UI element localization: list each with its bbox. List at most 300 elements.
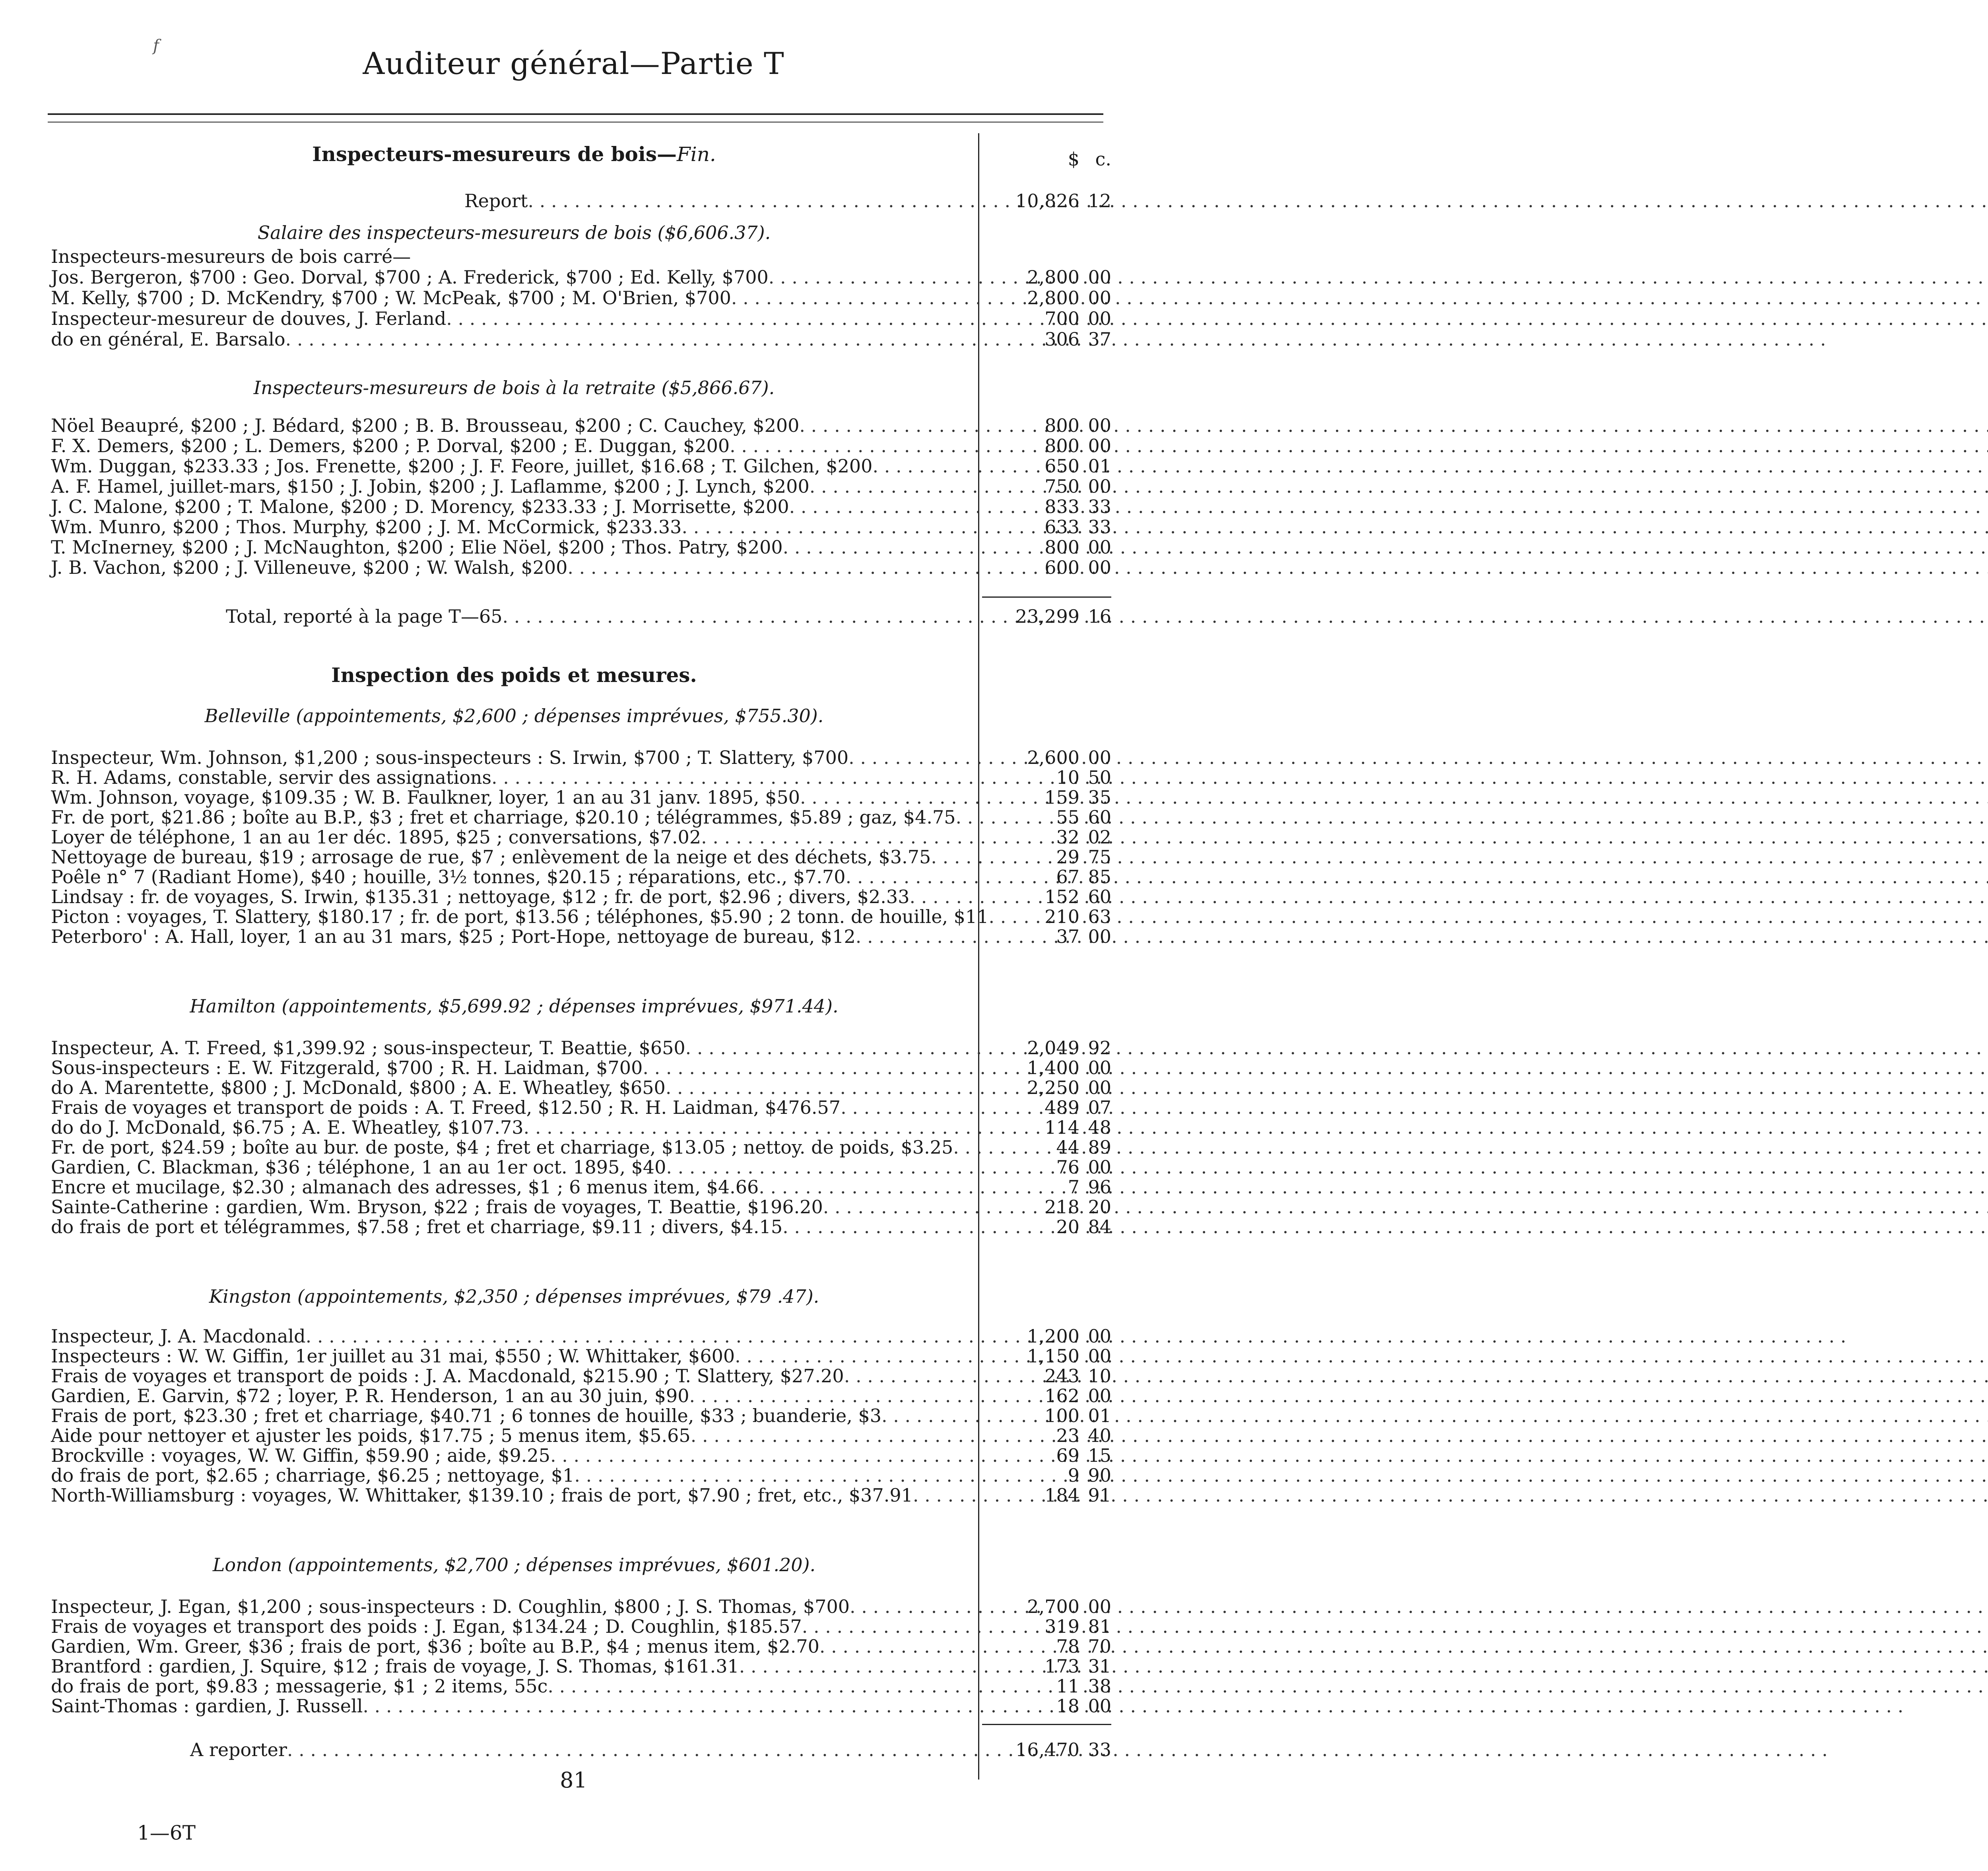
amount-cents: 35 bbox=[1088, 787, 1111, 808]
amount-cents: 00 bbox=[1088, 1156, 1111, 1178]
row-text: R. H. Adams, constable, servir des assignations bbox=[51, 767, 492, 788]
row-text: Picton : voyages, T. Slattery, $180.17 ; fr. de port, $13.56 ; téléphones, $5.90 ; 2 tonn. de houille, $11 bbox=[51, 906, 989, 927]
row-text: Frais de port, $23.30 ; fret et charriage, $40.71 ; 6 tonnes de houille, $33 ; buanderie, $3 bbox=[51, 1405, 881, 1426]
ledger-row bbox=[51, 1616, 977, 1636]
section-title-suffix: Fin. bbox=[677, 143, 716, 166]
amount-cents: 38 bbox=[1088, 1675, 1111, 1697]
row-text: Wm. Duggan, $233.33 ; Jos. Frenette, $200 ; J. F. Feore, juillet, $16.68 ; T. Gilchen, $200 bbox=[51, 455, 873, 477]
amount-cents: 60 bbox=[1088, 806, 1111, 828]
amount-cents: 90 bbox=[1088, 1465, 1111, 1486]
amount-cents: 00 bbox=[1088, 1695, 1111, 1717]
ledger-row bbox=[51, 1078, 977, 1098]
dot-leader bbox=[789, 497, 1988, 517]
ledger-row bbox=[51, 1346, 977, 1366]
row-text: Saint-Thomas : gardien, J. Russell bbox=[51, 1695, 363, 1717]
ledger-row bbox=[51, 537, 977, 557]
report-row-label: Report bbox=[464, 190, 528, 212]
ledger-row bbox=[51, 927, 977, 946]
ledger-row bbox=[51, 1217, 977, 1237]
total-rule bbox=[982, 596, 1111, 598]
row-text: do A. Marentette, $800 ; J. McDonald, $800 ; A. E. Wheatley, $650 bbox=[51, 1077, 666, 1098]
amount-cents: 00 bbox=[1088, 536, 1111, 558]
row-text: Poêle n° 7 (Radiant Home), $40 ; houille, 3½ tonnes, $20.15 ; réparations, etc., $7.70 bbox=[51, 866, 846, 888]
amount-cell bbox=[982, 191, 1111, 211]
amount-dollars: 76 bbox=[1056, 1156, 1079, 1178]
row-text: Inspecteur-mesureur de douves, J. Ferland bbox=[51, 308, 447, 329]
dot-leader bbox=[550, 1446, 1988, 1465]
carry-forward-row bbox=[190, 1740, 977, 1760]
amount-cents: 00 bbox=[1088, 1596, 1111, 1617]
amount-cents: 75 bbox=[1088, 846, 1111, 868]
amount-cents: 89 bbox=[1088, 1137, 1111, 1158]
amount-cell bbox=[982, 1326, 1111, 1346]
ledger-row bbox=[51, 807, 977, 827]
amount-cents: 00 bbox=[1088, 266, 1111, 288]
amount-cell bbox=[982, 767, 1111, 787]
amount-cents: 00 bbox=[1088, 1385, 1111, 1407]
dot-leader bbox=[685, 1038, 1988, 1058]
ledger-row bbox=[51, 906, 989, 927]
amount-dollars: 184 bbox=[1044, 1484, 1079, 1506]
amount-dollars: 23 bbox=[1056, 1425, 1079, 1446]
amount-cell bbox=[982, 1177, 1111, 1197]
row-text: Wm. Johnson, voyage, $109.35 ; W. B. Faulkner, loyer, 1 an au 31 janv. 1895, $50 bbox=[51, 787, 800, 808]
report-row bbox=[464, 191, 977, 211]
ledger-row bbox=[51, 748, 977, 767]
amount-dollars: 2,250 bbox=[1027, 1077, 1079, 1098]
ledger-row bbox=[51, 288, 977, 308]
section-heading: Inspection des poids et mesures. bbox=[331, 663, 697, 687]
row-text: Jos. Bergeron, $700 : Geo. Dorval, $700 ; A. Frederick, $700 ; Ed. Kelly, $700 bbox=[51, 266, 769, 288]
amount-cell bbox=[982, 867, 1111, 887]
amount-cents: 60 bbox=[1088, 886, 1111, 907]
amount-cell bbox=[982, 1597, 1111, 1616]
row-text: do en général, E. Barsalo bbox=[51, 328, 285, 350]
ledger-row bbox=[51, 1197, 977, 1217]
amount-dollars: 600 bbox=[1044, 557, 1079, 578]
cents-header: c. bbox=[1095, 148, 1111, 170]
ledger-row bbox=[51, 1098, 977, 1117]
amount-dollars: 11 bbox=[1056, 1675, 1079, 1697]
amount-cell bbox=[982, 267, 1111, 287]
ledger-row bbox=[51, 416, 977, 435]
amount-cents: 33 bbox=[1088, 1739, 1111, 1760]
row-text: Nettoyage de bureau, $19 ; arrosage de rue, $7 ; enlèvement de la neige et des déchets, $3.75 bbox=[51, 846, 931, 868]
amount-cents: 01 bbox=[1088, 1405, 1111, 1426]
dot-leader bbox=[988, 907, 1988, 927]
amount-cell bbox=[982, 329, 1111, 349]
ledger-row bbox=[51, 847, 977, 867]
amount-cell bbox=[982, 288, 1111, 308]
amount-cell bbox=[982, 436, 1111, 456]
amount-cents: 92 bbox=[1088, 1037, 1111, 1059]
row-text: T. McInerney, $200 ; J. McNaughton, $200 ; Elie Nöel, $200 ; Thos. Patry, $200 bbox=[51, 536, 783, 558]
amount-dollars: 37 bbox=[1056, 926, 1079, 947]
dot-leader bbox=[759, 1177, 1988, 1197]
amount-cents: 33 bbox=[1088, 496, 1111, 517]
dot-leader bbox=[503, 606, 1988, 626]
amount-cell bbox=[982, 1157, 1111, 1177]
amount-cell bbox=[982, 416, 1111, 435]
subsection-heading: Hamilton (appointements, $5,699.92 ; dépenses imprévues, $971.44). bbox=[190, 995, 839, 1017]
ledger-row bbox=[51, 476, 977, 496]
amount-cents: 00 bbox=[1088, 476, 1111, 497]
page-title: Auditeur général—Partie T bbox=[363, 46, 784, 81]
amount-cents: 12 bbox=[1088, 190, 1111, 212]
amount-cell bbox=[982, 309, 1111, 328]
amount-dollars: 800 bbox=[1044, 536, 1079, 558]
amount-cents: 10 bbox=[1088, 1365, 1111, 1387]
row-text: Brockville : voyages, W. W. Giffin, $59.90 ; aide, $9.25 bbox=[51, 1445, 550, 1466]
ledger-row bbox=[51, 1426, 977, 1446]
ledger-row bbox=[51, 329, 977, 349]
dot-leader bbox=[799, 416, 1988, 435]
ledger-row bbox=[51, 1636, 977, 1656]
amount-cents: 50 bbox=[1088, 767, 1111, 788]
amount-cell bbox=[982, 1366, 1111, 1386]
amount-cents: 48 bbox=[1088, 1117, 1111, 1138]
dot-leader bbox=[731, 288, 1988, 308]
ledger-row bbox=[51, 309, 977, 328]
amount-cell bbox=[982, 1346, 1111, 1366]
ledger-row bbox=[51, 497, 977, 517]
amount-dollars: 16,470 bbox=[1015, 1739, 1079, 1760]
amount-cents: 00 bbox=[1088, 415, 1111, 436]
ledger-row bbox=[51, 1038, 977, 1058]
dot-leader bbox=[802, 1616, 1988, 1636]
ledger-row bbox=[51, 1386, 977, 1406]
ledger-row bbox=[51, 558, 977, 577]
total-row bbox=[226, 606, 977, 626]
row-text: Nöel Beaupré, $200 ; J. Bédard, $200 ; B. B. Brousseau, $200 ; C. Cauchey, $200 bbox=[51, 415, 800, 436]
amount-cents: 96 bbox=[1088, 1176, 1111, 1198]
amount-cell bbox=[982, 1137, 1111, 1157]
ledger-row bbox=[51, 1446, 977, 1465]
row-text: Sainte-Catherine : gardien, Wm. Bryson, $22 ; frais de voyages, T. Beattie, $196.20 bbox=[51, 1196, 823, 1218]
ledger-row bbox=[51, 267, 977, 287]
amount-dollars: 750 bbox=[1044, 476, 1079, 497]
ledger-row bbox=[51, 887, 977, 907]
row-text: Loyer de téléphone, 1 an au 1er déc. 1895, $25 ; conversations, $7.02 bbox=[51, 826, 701, 848]
amount-dollars: 2,800 bbox=[1027, 266, 1079, 288]
amount-cell bbox=[982, 907, 1111, 927]
amount-cell bbox=[982, 927, 1111, 946]
dot-leader bbox=[666, 1078, 1988, 1098]
row-text: Frais de voyages et transport des poids : J. Egan, $134.24 ; D. Coughlin, $185.57 bbox=[51, 1616, 802, 1637]
amount-cell bbox=[982, 1446, 1111, 1465]
ledger-row bbox=[51, 1137, 977, 1157]
dot-leader bbox=[782, 1217, 1988, 1237]
ledger-row bbox=[51, 867, 977, 887]
amount-dollars: 20 bbox=[1056, 1216, 1079, 1238]
amount-dollars: 2,800 bbox=[1027, 287, 1079, 309]
ledger-row bbox=[51, 1485, 977, 1505]
dot-leader bbox=[446, 309, 1987, 328]
dot-leader bbox=[524, 1117, 1988, 1137]
amount-dollars: 489 bbox=[1044, 1097, 1079, 1118]
amount-cents: 70 bbox=[1088, 1636, 1111, 1657]
total-row-label: Total, reporté à la page T—65 bbox=[226, 606, 503, 627]
row-text: Inspecteur, J. A. Macdonald bbox=[51, 1325, 306, 1347]
row-text: Frais de voyages et transport de poids : A. T. Freed, $12.50 ; R. H. Laidman, $476.57 bbox=[51, 1097, 841, 1118]
subsection-heading: Inspecteurs-mesureurs de bois à la retraite ($5,866.67). bbox=[253, 377, 775, 398]
total-rule bbox=[982, 1724, 1111, 1725]
row-text: Frais de voyages et transport de poids : J. A. Macdonald, $215.90 ; T. Slattery, $27.20 bbox=[51, 1365, 844, 1387]
amount-cents: 85 bbox=[1088, 866, 1111, 888]
row-text: F. X. Demers, $200 ; L. Demers, $200 ; P. Dorval, $200 ; E. Duggan, $200 bbox=[51, 435, 730, 457]
amount-dollars: 69 bbox=[1056, 1445, 1079, 1466]
amount-cell bbox=[982, 827, 1111, 847]
row-text: Inspecteur, A. T. Freed, $1,399.92 ; sous-inspecteur, T. Beattie, $650 bbox=[51, 1037, 685, 1059]
row-text: Fr. de port, $21.86 ; boîte au B.P., $3 ; fret et charriage, $20.10 ; télégrammes, $5.89 ; gaz, $4.75 bbox=[51, 806, 956, 828]
amount-cents: 00 bbox=[1088, 287, 1111, 309]
amount-dollars: 9 bbox=[1068, 1465, 1079, 1486]
ledger-row bbox=[51, 1058, 977, 1078]
row-text: Encre et mucilage, $2.30 ; almanach des adresses, $1 ; 6 menus item, $4.66 bbox=[51, 1176, 759, 1198]
amount-cell bbox=[982, 1465, 1111, 1485]
amount-cents: 00 bbox=[1088, 1345, 1111, 1367]
amount-cents: 00 bbox=[1088, 747, 1111, 768]
amount-cents: 00 bbox=[1088, 1325, 1111, 1347]
row-text: Inspecteur, J. Egan, $1,200 ; sous-inspecteurs : D. Coughlin, $800 ; J. S. Thomas, $700 bbox=[51, 1596, 850, 1617]
ledger-row bbox=[51, 456, 977, 476]
amount-cents: 01 bbox=[1088, 455, 1111, 477]
amount-cents: 07 bbox=[1088, 1097, 1111, 1118]
amount-cell bbox=[982, 787, 1111, 807]
row-text: Inspecteurs : W. W. Giffin, 1er juillet au 31 mai, $550 ; W. Whittaker, $600 bbox=[51, 1345, 735, 1367]
ledger-row bbox=[51, 1326, 977, 1346]
column-divider bbox=[978, 133, 979, 1780]
amount-dollars: 2,700 bbox=[1027, 1596, 1079, 1617]
amount-dollars: 243 bbox=[1044, 1365, 1079, 1387]
signature-mark: 1—6T bbox=[137, 1821, 196, 1844]
amount-dollars: 1,400 bbox=[1027, 1057, 1079, 1078]
column-header bbox=[982, 149, 1111, 169]
amount-cents: 00 bbox=[1088, 308, 1111, 329]
amount-dollars: 210 bbox=[1044, 906, 1079, 927]
amount-dollars: 173 bbox=[1044, 1655, 1079, 1677]
amount-dollars: 306 bbox=[1044, 328, 1079, 350]
amount-dollars: 55 bbox=[1056, 806, 1079, 828]
amount-dollars: 633 bbox=[1044, 516, 1079, 538]
subsection-heading: Belleville (appointements, $2,600 ; dépenses imprévues, $755.30). bbox=[204, 705, 824, 727]
amount-cents: 00 bbox=[1088, 926, 1111, 947]
dot-leader bbox=[528, 191, 1988, 211]
amount-cell bbox=[982, 497, 1111, 517]
amount-dollars: 7 bbox=[1068, 1176, 1079, 1198]
row-text: M. Kelly, $700 ; D. McKendry, $700 ; W. McPeak, $700 ; M. O'Brien, $700 bbox=[51, 287, 731, 309]
ledger-row bbox=[51, 1597, 977, 1616]
ledger-row bbox=[51, 1177, 977, 1197]
amount-dollars: 218 bbox=[1044, 1196, 1079, 1218]
amount-cell bbox=[982, 1098, 1111, 1117]
amount-cell bbox=[982, 807, 1111, 827]
row-text: A. F. Hamel, juillet-mars, $150 ; J. Jobin, $200 ; J. Laflamme, $200 ; J. Lynch, $200 bbox=[51, 476, 810, 497]
subsection-heading: London (appointements, $2,700 ; dépenses imprévues, $601.20). bbox=[212, 1554, 816, 1576]
row-text: J. B. Vachon, $200 ; J. Villeneuve, $200 ; W. Walsh, $200 bbox=[51, 557, 568, 578]
amount-dollars: 18 bbox=[1056, 1695, 1079, 1717]
amount-cell bbox=[982, 1426, 1111, 1446]
amount-cell bbox=[982, 606, 1111, 626]
dot-leader bbox=[769, 267, 1988, 287]
ledger-row bbox=[51, 1117, 977, 1137]
row-text: Gardien, E. Garvin, $72 ; loyer, P. R. Henderson, 1 an au 30 juin, $90 bbox=[51, 1385, 689, 1407]
dot-leader bbox=[363, 1696, 1903, 1716]
row-text: Peterboro' : A. Hall, loyer, 1 an au 31 mars, $25 ; Port-Hope, nettoyage de bureau, $12 bbox=[51, 926, 856, 947]
amount-cents: 20 bbox=[1088, 1196, 1111, 1218]
amount-cents: 33 bbox=[1088, 516, 1111, 538]
amount-cents: 15 bbox=[1088, 1445, 1111, 1466]
row-text: Gardien, Wm. Greer, $36 ; frais de port, $36 ; boîte au B.P., $4 ; menus item, $2.70 bbox=[51, 1636, 819, 1657]
amount-dollars: 800 bbox=[1044, 435, 1079, 457]
amount-cell bbox=[982, 887, 1111, 907]
dot-leader bbox=[689, 1386, 1988, 1406]
amount-cell bbox=[982, 1117, 1111, 1137]
amount-dollars: 152 bbox=[1044, 886, 1079, 907]
dot-leader bbox=[666, 1157, 1988, 1177]
amount-cents: 40 bbox=[1088, 1425, 1111, 1446]
amount-cents: 81 bbox=[1088, 1616, 1111, 1637]
ledger-row bbox=[51, 517, 977, 537]
ledger-row bbox=[51, 247, 977, 266]
row-text: Fr. de port, $24.59 ; boîte au bur. de poste, $4 ; fret et charriage, $13.05 ; nettoy. de poids, $3.25 bbox=[51, 1137, 953, 1158]
amount-cell bbox=[982, 1485, 1111, 1505]
amount-dollars: 800 bbox=[1044, 415, 1079, 436]
amount-dollars: 1,200 bbox=[1027, 1325, 1079, 1347]
ledger-row bbox=[51, 1676, 977, 1696]
amount-dollars: 700 bbox=[1044, 308, 1079, 329]
dot-leader bbox=[643, 1058, 1988, 1078]
ledger-row bbox=[51, 1366, 977, 1386]
dot-leader bbox=[739, 1656, 1988, 1676]
amount-cell bbox=[982, 456, 1111, 476]
amount-dollars: 78 bbox=[1056, 1636, 1079, 1657]
amount-cell bbox=[982, 537, 1111, 557]
amount-dollars: 2,600 bbox=[1027, 747, 1079, 768]
dot-leader bbox=[735, 1346, 1988, 1366]
section-title: Inspecteurs-mesureurs de bois— bbox=[312, 142, 677, 166]
row-text: Inspecteur, Wm. Johnson, $1,200 ; sous-inspecteurs : S. Irwin, $700 ; T. Slattery, $700 bbox=[51, 747, 849, 768]
row-text: Aide pour nettoyer et ajuster les poids, $17.75 ; 5 menus item, $5.65 bbox=[51, 1425, 691, 1446]
amount-dollars: 159 bbox=[1044, 787, 1079, 808]
row-text: Wm. Munro, $200 ; Thos. Murphy, $200 ; J. M. McCormick, $233.33 bbox=[51, 516, 682, 538]
amount-cents: 63 bbox=[1088, 906, 1111, 927]
amount-cents: 16 bbox=[1088, 606, 1111, 627]
amount-dollars: 2,049 bbox=[1027, 1037, 1079, 1059]
ledger-row bbox=[51, 1157, 977, 1177]
amount-cell bbox=[982, 1616, 1111, 1636]
dot-leader bbox=[691, 1426, 1988, 1446]
dot-leader bbox=[800, 787, 1988, 807]
amount-dollars: 29 bbox=[1056, 846, 1079, 868]
header-rule bbox=[48, 113, 1103, 115]
amount-dollars: 162 bbox=[1044, 1385, 1079, 1407]
dot-leader bbox=[681, 517, 1988, 537]
row-text: do frais de port, $9.83 ; messagerie, $1 ; 2 items, 55c bbox=[51, 1675, 548, 1697]
amount-cell bbox=[982, 1656, 1111, 1676]
amount-dollars: 1,150 bbox=[1027, 1345, 1079, 1367]
amount-cell bbox=[982, 1197, 1111, 1217]
amount-cents: 00 bbox=[1088, 1057, 1111, 1078]
amount-cents: 31 bbox=[1088, 1655, 1111, 1677]
row-text: Lindsay : fr. de voyages, S. Irwin, $135.31 ; nettoyage, $12 ; fr. de port, $2.96 ; divers, $2.33 bbox=[51, 886, 910, 907]
amount-cell bbox=[982, 748, 1111, 767]
row-text: Sous-inspecteurs : E. W. Fitzgerald, $700 ; R. H. Laidman, $700 bbox=[51, 1057, 643, 1078]
amount-dollars: 23,299 bbox=[1015, 606, 1079, 627]
amount-cents: 37 bbox=[1088, 328, 1111, 350]
amount-cell bbox=[982, 1636, 1111, 1656]
margin-mark: f bbox=[153, 37, 159, 55]
amount-dollars: 650 bbox=[1044, 455, 1079, 477]
amount-cents: 00 bbox=[1088, 435, 1111, 457]
amount-cents: 91 bbox=[1088, 1484, 1111, 1506]
dot-leader bbox=[547, 1676, 1988, 1696]
row-text: North-Williamsburg : voyages, W. Whittaker, $139.10 ; frais de port, $7.90 ; fret, etc., $37.91 bbox=[51, 1484, 913, 1506]
amount-cell bbox=[982, 1676, 1111, 1696]
ledger-row bbox=[51, 1465, 977, 1485]
dot-leader bbox=[783, 537, 1988, 557]
amount-cents: 84 bbox=[1088, 1216, 1111, 1238]
ledger-row bbox=[51, 827, 977, 847]
ledger-row bbox=[51, 787, 977, 807]
amount-cell bbox=[982, 1217, 1111, 1237]
dot-leader bbox=[567, 558, 1988, 577]
subsection-heading: Salaire des inspecteurs-mesureurs de bois ($6,606.37). bbox=[257, 222, 771, 243]
amount-cell bbox=[982, 476, 1111, 496]
row-text: do frais de port, $2.65 ; charriage, $6.25 ; nettoyage, $1 bbox=[51, 1465, 575, 1486]
amount-cents: 00 bbox=[1088, 1077, 1111, 1098]
amount-cell bbox=[982, 1740, 1111, 1760]
section-heading bbox=[51, 143, 977, 165]
dot-leader bbox=[491, 767, 1988, 787]
row-text: Brantford : gardien, J. Squire, $12 ; frais de voyage, J. S. Thomas, $161.31 bbox=[51, 1655, 739, 1677]
amount-cents: 02 bbox=[1088, 826, 1111, 848]
ledger-row bbox=[51, 1406, 977, 1426]
amount-cell bbox=[982, 1078, 1111, 1098]
amount-cell bbox=[982, 1386, 1111, 1406]
dot-leader bbox=[701, 827, 1988, 847]
amount-dollars: 319 bbox=[1044, 1616, 1079, 1637]
amount-dollars: 114 bbox=[1044, 1117, 1079, 1138]
ledger-row bbox=[51, 1696, 977, 1716]
amount-cell bbox=[982, 517, 1111, 537]
amount-cell bbox=[982, 558, 1111, 577]
amount-cell bbox=[982, 1038, 1111, 1058]
ledger-row bbox=[51, 1656, 977, 1676]
amount-cell bbox=[982, 1696, 1111, 1716]
row-text: do frais de port et télégrammes, $7.58 ; fret et charriage, $9.11 ; divers, $4.15 bbox=[51, 1216, 783, 1238]
subsection-heading: Kingston (appointements, $2,350 ; dépenses imprévues, $79 .47). bbox=[209, 1286, 819, 1307]
ledger-row bbox=[51, 436, 977, 456]
dollar-header: $ bbox=[1068, 148, 1079, 170]
amount-cents: 00 bbox=[1088, 557, 1111, 578]
amount-dollars: 833 bbox=[1044, 496, 1079, 517]
amount-dollars: 10 bbox=[1056, 767, 1079, 788]
ledger-row bbox=[51, 767, 977, 787]
dot-leader bbox=[730, 436, 1988, 456]
amount-dollars: 10,826 bbox=[1015, 190, 1079, 212]
row-text: J. C. Malone, $200 ; T. Malone, $200 ; D. Morency, $233.33 ; J. Morrisette, $200 bbox=[51, 496, 789, 517]
row-text: do do J. McDonald, $6.75 ; A. E. Wheatley, $107.73 bbox=[51, 1117, 524, 1138]
amount-cell bbox=[982, 1058, 1111, 1078]
row-text: Gardien, C. Blackman, $36 ; téléphone, 1 an au 1er oct. 1895, $40 bbox=[51, 1156, 666, 1178]
amount-cell bbox=[982, 847, 1111, 867]
amount-cell bbox=[982, 1406, 1111, 1426]
amount-dollars: 67 bbox=[1056, 866, 1079, 888]
carry-forward-row-label: A reporter bbox=[190, 1739, 287, 1760]
amount-dollars: 100 bbox=[1044, 1405, 1079, 1426]
amount-dollars: 32 bbox=[1056, 826, 1079, 848]
